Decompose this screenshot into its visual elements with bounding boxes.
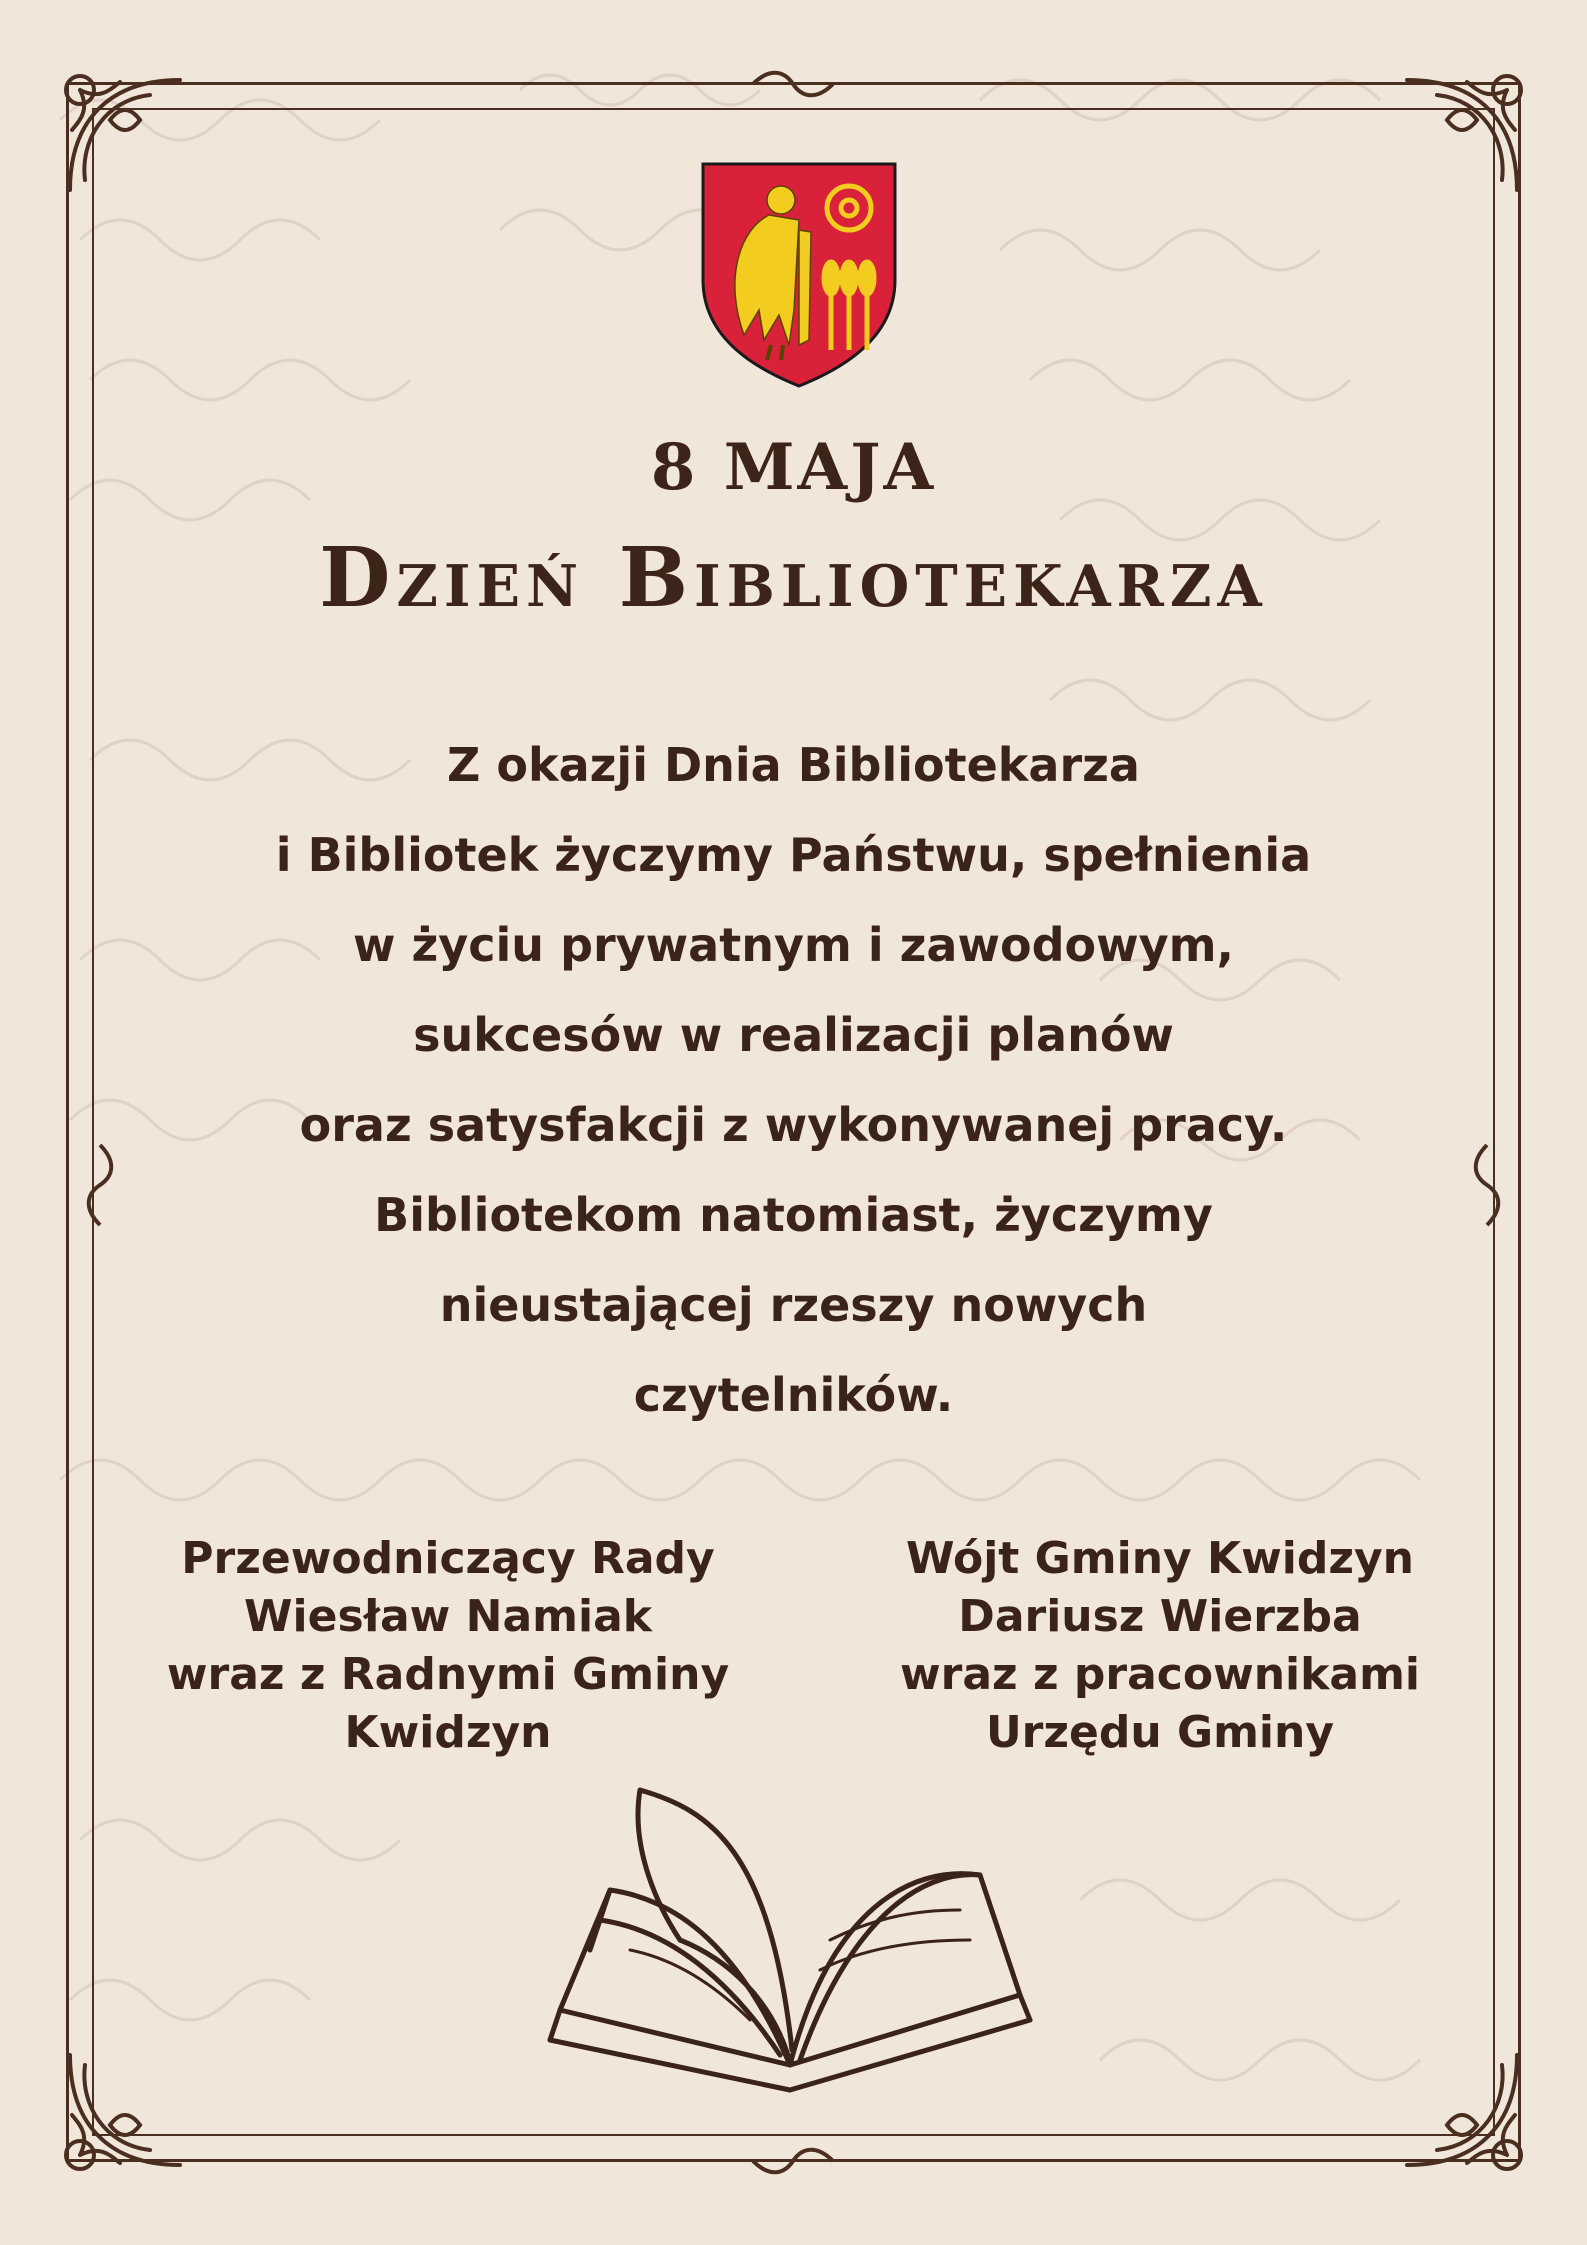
- corner-ornament-icon: [50, 60, 200, 210]
- signature-line: Kwidzyn: [344, 1707, 552, 1758]
- signature-line: Wiesław Namiak: [243, 1591, 653, 1642]
- corner-ornament-icon: [1387, 2035, 1537, 2185]
- signature-line: wraz z Radnymi Gminy: [166, 1649, 730, 1700]
- title-date: 8 MAJA: [650, 430, 937, 505]
- side-ornament-icon: [1467, 1140, 1507, 1230]
- page-title: Dzień Bibliotekarza: [319, 530, 1268, 626]
- signature-right: [840, 1530, 1480, 1762]
- message-line: oraz satysfakcji z wykonywanej pracy.: [299, 1098, 1288, 1152]
- corner-ornament-icon: [50, 2035, 200, 2185]
- message-line: czytelników.: [633, 1368, 954, 1422]
- signature-line: wraz z pracownikami: [899, 1649, 1421, 1700]
- message-line: w życiu prywatnym i zawodowym,: [353, 918, 1234, 972]
- top-ornament-icon: [748, 64, 838, 104]
- bottom-ornament-icon: [748, 2141, 838, 2181]
- signature-line: Urzędu Gminy: [985, 1707, 1335, 1758]
- open-book-icon: [530, 1770, 1050, 2110]
- corner-ornament-icon: [1387, 60, 1537, 210]
- message-line: nieustającej rzeszy nowych: [439, 1278, 1148, 1332]
- message-line: Z okazji Dnia Bibliotekarza: [447, 738, 1140, 792]
- message-line: i Bibliotek życzymy Państwu, spełnienia: [275, 828, 1312, 882]
- side-ornament-icon: [80, 1140, 120, 1230]
- signature-left: [128, 1530, 768, 1762]
- message-line: sukcesów w realizacji planów: [413, 1008, 1174, 1062]
- coat-of-arms-icon: [699, 160, 899, 390]
- signature-line: Wójt Gminy Kwidzyn: [906, 1533, 1414, 1584]
- message-line: Bibliotekom natomiast, życzymy: [374, 1188, 1213, 1242]
- greeting-message: [200, 720, 1387, 1440]
- signature-line: Przewodniczący Rady: [181, 1533, 715, 1584]
- signature-line: Dariusz Wierzba: [958, 1591, 1362, 1642]
